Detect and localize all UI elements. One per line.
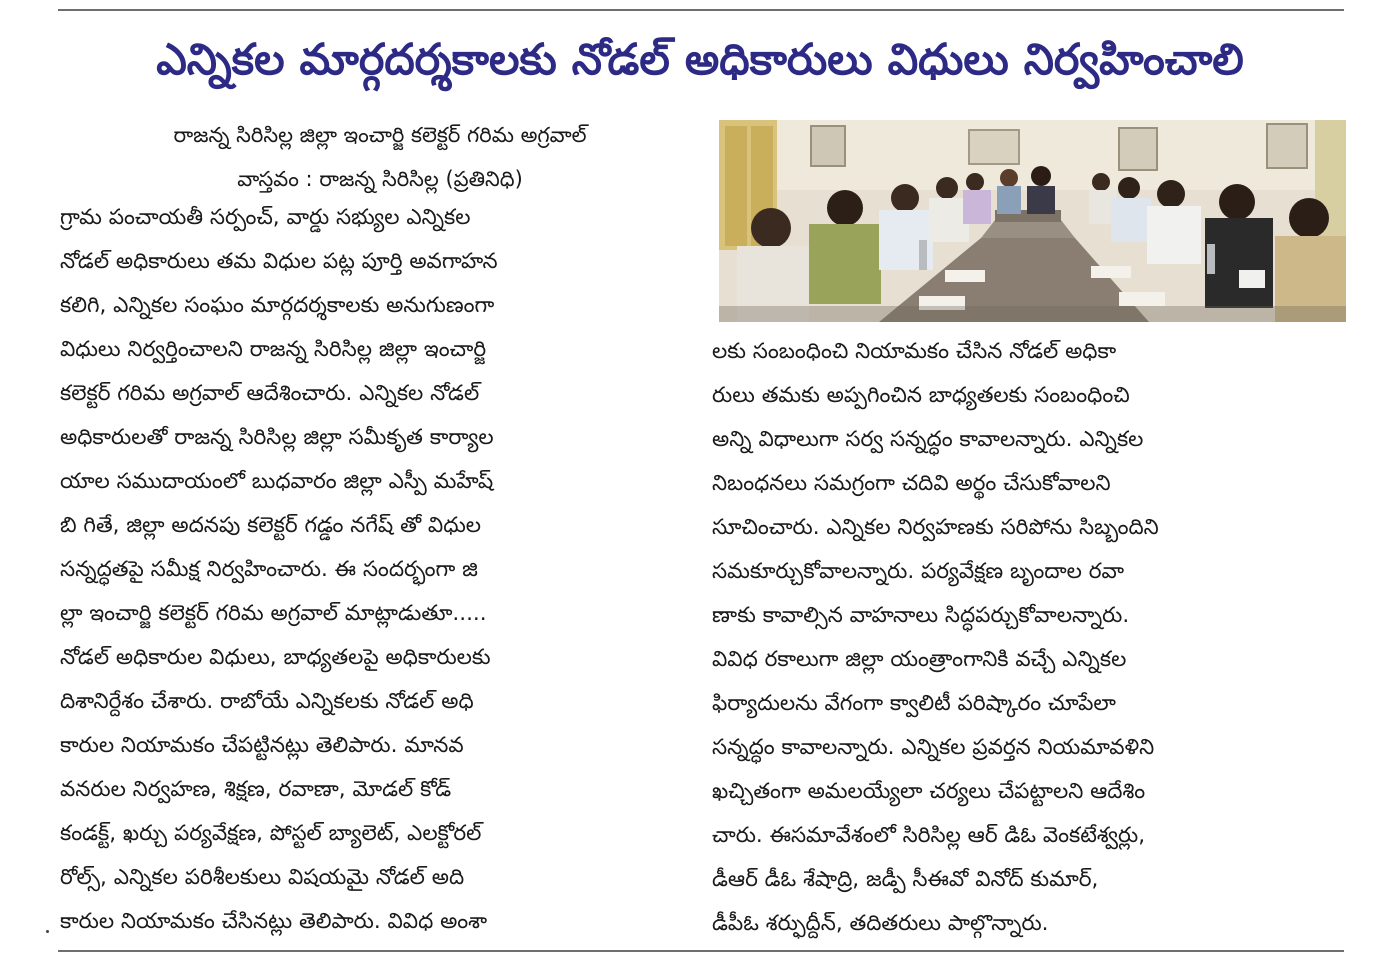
meeting-photo	[719, 120, 1346, 322]
top-rule	[58, 9, 1344, 11]
body-line: ల్లా ఇంచార్జి కలెక్టర్ గరిమ అగ్రవాల్ మాట్లాడుతూ.....	[60, 601, 487, 626]
body-line: నోడల్ అధికారులు తమ విధుల పట్ల పూర్తి అవగాహన	[60, 249, 498, 274]
body-line: విధులు నిర్వర్తించాలని రాజన్న సిరిసిల్ల జిల్లా ఇంచార్జి	[60, 337, 487, 362]
body-line: ఫిర్యాదులను వేగంగా క్వాలిటీ పరిష్కారం చూపేలా	[712, 691, 1116, 716]
body-line: నోడల్ అధికారుల విధులు, బాధ్యతలపై అధికారులకు	[60, 645, 491, 670]
body-line: డీపీఓ శర్ఫుద్దీన్, తదితరులు పాల్గొన్నారు.	[712, 911, 1049, 936]
body-line: రోల్స్, ఎన్నికల పరిశీలకులు విషయమై నోడల్ అది	[60, 865, 465, 890]
body-line: చారు. ఈసమావేశంలో సిరిసిల్ల ఆర్ డిఓ వెంకటేశ్వర్లు,	[712, 823, 1146, 848]
body-line: కారుల నియామకం చేసినట్లు తెలిపారు. వివిధ అంశా	[60, 909, 488, 934]
body-line: కారుల నియామకం చేపట్టినట్లు తెలిపారు. మానవ	[60, 733, 464, 758]
body-line: కండక్ట్, ఖర్చు పర్యవేక్షణ, పోస్టల్ బ్యాలెట్, ఎలక్టోరల్	[60, 821, 482, 846]
body-line: సన్నద్ధం కావాలన్నారు. ఎన్నికల ప్రవర్తన నియమావళిని	[712, 735, 1155, 760]
body-line: రులు తమకు అప్పగించిన బాధ్యతలకు సంబంధించి	[712, 383, 1130, 408]
bottom-rule	[58, 950, 1344, 952]
body-line: ఖచ్చితంగా అమలయ్యేలా చర్యలు చేపట్టాలని ఆదేశిం	[712, 779, 1146, 804]
body-line: వనరుల నిర్వహణ, శిక్షణ, రవాణా, మోడల్ కోడ్	[60, 777, 452, 802]
body-line: కలిగి, ఎన్నికల సంఘం మార్గదర్శకాలకు అనుగుణంగా	[60, 293, 495, 318]
body-line: సమకూర్చుకోవాలన్నారు. పర్యవేక్షణ బృందాల రవా	[712, 559, 1125, 584]
subheadline: రాజన్న సిరిసిల్ల జిల్లా ఇంచార్జి కలెక్టర్ గరిమ అగ్రవాల్	[173, 123, 587, 147]
body-line: కలెక్టర్ గరిమ అగ్రవాల్ ఆదేశించారు. ఎన్నికల నోడల్	[60, 381, 480, 406]
body-line: సన్నద్ధతపై సమీక్ష నిర్వహించారు. ఈ సందర్భంగా జి	[60, 557, 478, 582]
body-line: యాల సముదాయంలో బుధవారం జిల్లా ఎస్పీ మహేష్	[60, 469, 494, 494]
body-line: అన్ని విధాలుగా సర్వ సన్నద్ధం కావాలన్నారు. ఎన్నికల	[712, 427, 1144, 452]
body-line: వివిధ రకాలుగా జిల్లా యంత్రాంగానికి వచ్చే ఎన్నికల	[712, 647, 1127, 672]
body-line: డీఆర్ డీఓ శేషాద్రి, జడ్పీ సీఈవో వినోద్ కుమార్,	[712, 867, 1099, 892]
body-line: ణాకు కావాల్సిన వాహనాలు సిద్ధపర్చుకోవాలన్నారు.	[712, 603, 1130, 628]
dateline: వాస్తవం : రాజన్న సిరిసిల్ల (ప్రతినిధి)	[237, 167, 523, 191]
body-line: నిబంధనలు సమగ్రంగా చదివి అర్థం చేసుకోవాలని	[712, 471, 1111, 496]
body-line: సూచించారు. ఎన్నికల నిర్వహణకు సరిపోను సిబ్బందిని	[712, 515, 1159, 540]
body-line: బి గితే, జిల్లా అదనపు కలెక్టర్ గడ్డం నగేష్ తో విధుల	[60, 513, 482, 538]
headline: ఎన్నికల మార్గదర్శకాలకు నోడల్ అధికారులు విధులు నిర్వహించాలి	[156, 35, 1244, 85]
body-line: లకు సంబంధించి నియామకం చేసిన నోడల్ అధికా	[712, 339, 1117, 364]
body-line: గ్రామ పంచాయతీ సర్పంచ్, వార్డు సభ్యుల ఎన్నికల	[60, 205, 471, 230]
stray-dot	[46, 930, 49, 933]
body-line: అధికారులతో రాజన్న సిరిసిల్ల జిల్లా సమీకృత కార్యాల	[60, 425, 494, 450]
body-line: దిశానిర్దేశం చేశారు. రాబోయే ఎన్నికలకు నోడల్ అధి	[60, 689, 474, 714]
